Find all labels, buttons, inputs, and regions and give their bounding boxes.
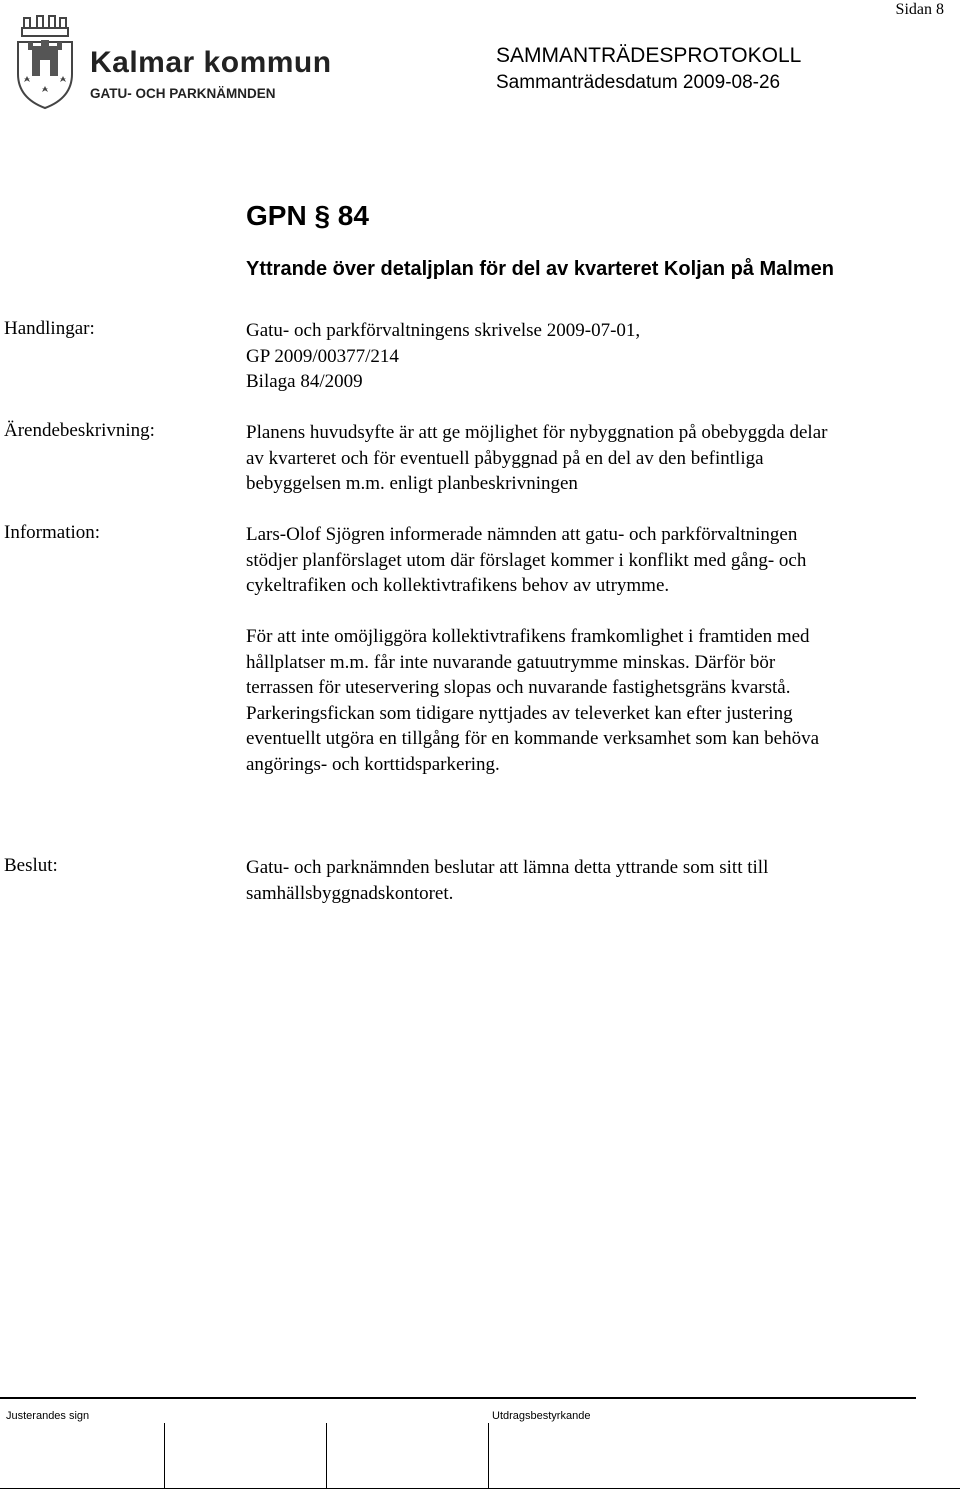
information-line: Parkeringsfickan som tidigare nyttjades av televerket kan efter justering [246,702,793,724]
beslut-content [246,855,946,906]
beslut-line: samhällsbyggnadskontoret. [246,882,454,904]
utdragsbestyrkande-label: Utdragsbestyrkande [492,1410,591,1422]
handlingar-content [246,318,946,395]
protocol-title: SAMMANTRÄDESPROTOKOLL [496,44,802,67]
information-line: angörings- och korttidsparkering. [246,753,500,775]
signature-box-divider [164,1423,165,1489]
signature-box-divider [488,1423,489,1489]
arendebeskrivning-line: Planens huvudsyfte är att ge möjlighet för nybyggnation på obebyggda delar [246,422,828,443]
information-paragraph-1 [246,522,946,599]
beslut-label: Beslut: [4,855,58,876]
organization-department: GATU- OCH PARKNÄMNDEN [90,86,276,101]
arendebeskrivning-label: Ärendebeskrivning: [4,420,155,441]
footer-divider [0,1397,916,1399]
page-number: Sidan 8 [895,1,944,18]
information-line: stödjer planförslaget utom där förslaget kommer i konflikt med gång- och [246,549,807,571]
information-line: cykeltrafiken och kollektivtrafikens behov av utrymme. [246,575,670,596]
information-line: terrassen för uteservering slopas och nuvarande fastighetsgräns kvarstå. [246,677,791,698]
handlingar-label: Handlingar: [4,318,95,339]
case-number: GPN § 84 [246,200,369,231]
information-label: Information: [4,522,101,543]
handlingar-line: Bilaga 84/2009 [246,371,363,392]
information-line: hållplatser m.m. får inte nuvarande gatuutrymme minskas. Därför bör [246,651,776,673]
beslut-line: Gatu- och parknämnden beslutar att lämna detta yttrande som sitt till [246,857,769,878]
information-line: Lars-Olof Sjögren informerade nämnden att gatu- och parkförvaltningen [246,524,798,545]
arendebeskrivning-line: av kvarteret och för eventuell påbyggnad på en del av den befintliga [246,447,764,469]
handlingar-line: Gatu- och parkförvaltningens skrivelse 2009-07-01, [246,320,641,341]
signature-box-divider [326,1423,327,1489]
coat-of-arms-logo [10,12,80,112]
meeting-date: Sammanträdesdatum 2009-08-26 [496,72,781,93]
case-title: Yttrande över detaljplan för del av kvarteret Koljan på Malmen [246,258,834,280]
information-paragraph-2 [246,624,946,777]
information-line: eventuellt utgöra en tillgång för en kommande verksamhet som kan behöva [246,728,819,749]
organization-name: Kalmar kommun [90,46,332,79]
information-line: För att inte omöjliggöra kollektivtrafikens framkomlighet i framtiden med [246,626,810,647]
footer-bottom-border [0,1488,960,1489]
handlingar-line: GP 2009/00377/214 [246,345,399,367]
justerandes-sign-label: Justerandes sign [6,1410,90,1422]
arendebeskrivning-content [246,420,946,497]
arendebeskrivning-line: bebyggelsen m.m. enligt planbeskrivningen [246,473,578,494]
